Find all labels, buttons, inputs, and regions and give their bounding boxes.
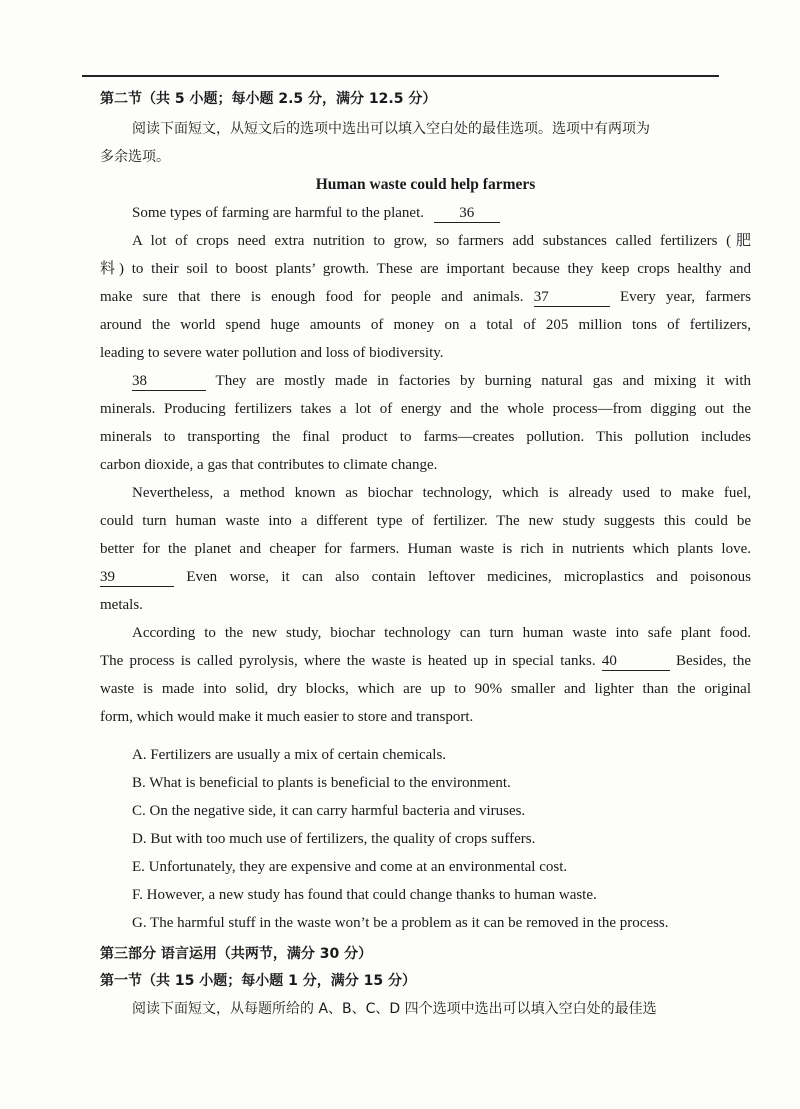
p2-line3 <box>100 286 751 308</box>
p2-line2: 料) to their soil to boost plants’ growth. These are important because they keep crops healthy and <box>100 261 751 277</box>
blank-40: 40 <box>602 652 670 671</box>
p3-line2: minerals. Producing fertilizers takes a lot of energy and the whole process—from digging out the <box>100 401 751 417</box>
article-title: Human waste could help farmers <box>315 176 536 193</box>
option-e: E. Unfortunately, they are expensive and come at an environmental cost. <box>132 859 568 875</box>
blank-37: 37 <box>534 288 610 307</box>
p5-line2 <box>100 650 751 672</box>
top-rule <box>82 75 719 77</box>
blank-38: 38 <box>132 372 206 391</box>
p4-line3: better for the planet and cheaper for farmers. Human waste is rich in nutrients which plants love. <box>100 541 751 557</box>
option-b: B. What is beneficial to plants is beneficial to the environment. <box>132 775 511 791</box>
p3-line1-b: They are mostly made in factories by burning natural gas and mixing it with <box>215 373 751 389</box>
option-g: G. The harmful stuff in the waste won’t be a problem as it can be removed in the process. <box>132 915 669 931</box>
blank-39: 39 <box>100 568 174 587</box>
p1-text: Some types of farming are harmful to the planet. <box>132 205 424 221</box>
p4-line1: Nevertheless, a method known as biochar technology, which is already used to make fuel, <box>132 485 751 501</box>
blank-36: 36 <box>434 204 500 223</box>
section2-instruction-line1: 阅读下面短文，从短文后的选项中选出可以填入空白处的最佳选项。选项中有两项为 <box>132 121 650 137</box>
p2-line3-a: make sure that there is enough food for people and animals. <box>100 289 524 305</box>
p2-line1: A lot of crops need extra nutrition to grow, so farmers add substances called fertilizers (肥 <box>132 233 751 249</box>
part3-subheader: 第一节（共 15 小题；每小题 1 分，满分 15 分） <box>100 973 416 989</box>
section2-header: 第二节（共 5 小题；每小题 2.5 分，满分 12.5 分） <box>100 91 437 107</box>
p3-line1 <box>132 370 751 392</box>
p4-line4-b: Even worse, it can also contain leftover medicines, microplastics and poisonous <box>186 569 752 585</box>
p5-line3: waste is made into solid, dry blocks, which are up to 90% smaller and lighter than the original <box>100 681 751 697</box>
section2-instruction-line2: 多余选项。 <box>100 149 170 165</box>
p5-line2-a: The process is called pyrolysis, where the waste is heated up in special tanks. <box>100 653 596 669</box>
p3-line3: minerals to transporting the final product to farms—creates pollution. This pollution includes <box>100 429 751 445</box>
option-d: D. But with too much use of fertilizers, the quality of crops suffers. <box>132 831 536 847</box>
p5-line2-b: Besides, the <box>676 653 751 669</box>
p3-line4: carbon dioxide, a gas that contributes to climate change. <box>100 457 438 473</box>
part3-header: 第三部分 语言运用（共两节，满分 30 分） <box>100 946 373 962</box>
p5-line4: form, which would make it much easier to store and transport. <box>100 709 474 725</box>
p2-line4: around the world spend huge amounts of money on a total of 205 million tons of fertilizers, <box>100 317 751 333</box>
p5-line1: According to the new study, biochar technology can turn human waste into safe plant food. <box>132 625 751 641</box>
option-c: C. On the negative side, it can carry harmful bacteria and viruses. <box>132 803 526 819</box>
p2-line5: leading to severe water pollution and loss of biodiversity. <box>100 345 444 361</box>
paragraph-1 <box>132 202 500 224</box>
p4-line4 <box>100 566 751 588</box>
part3-instruction: 阅读下面短文，从每题所给的 A、B、C、D 四个选项中选出可以填入空白处的最佳选 <box>132 1001 657 1017</box>
p4-line2: could turn human waste into a different type of fertilizer. The new study suggests this could be <box>100 513 751 529</box>
p2-line3-b: Every year, farmers <box>619 289 752 305</box>
option-f: F. However, a new study has found that could change thanks to human waste. <box>132 887 597 903</box>
option-a: A. Fertilizers are usually a mix of certain chemicals. <box>132 747 447 763</box>
p4-line5: metals. <box>100 597 143 613</box>
